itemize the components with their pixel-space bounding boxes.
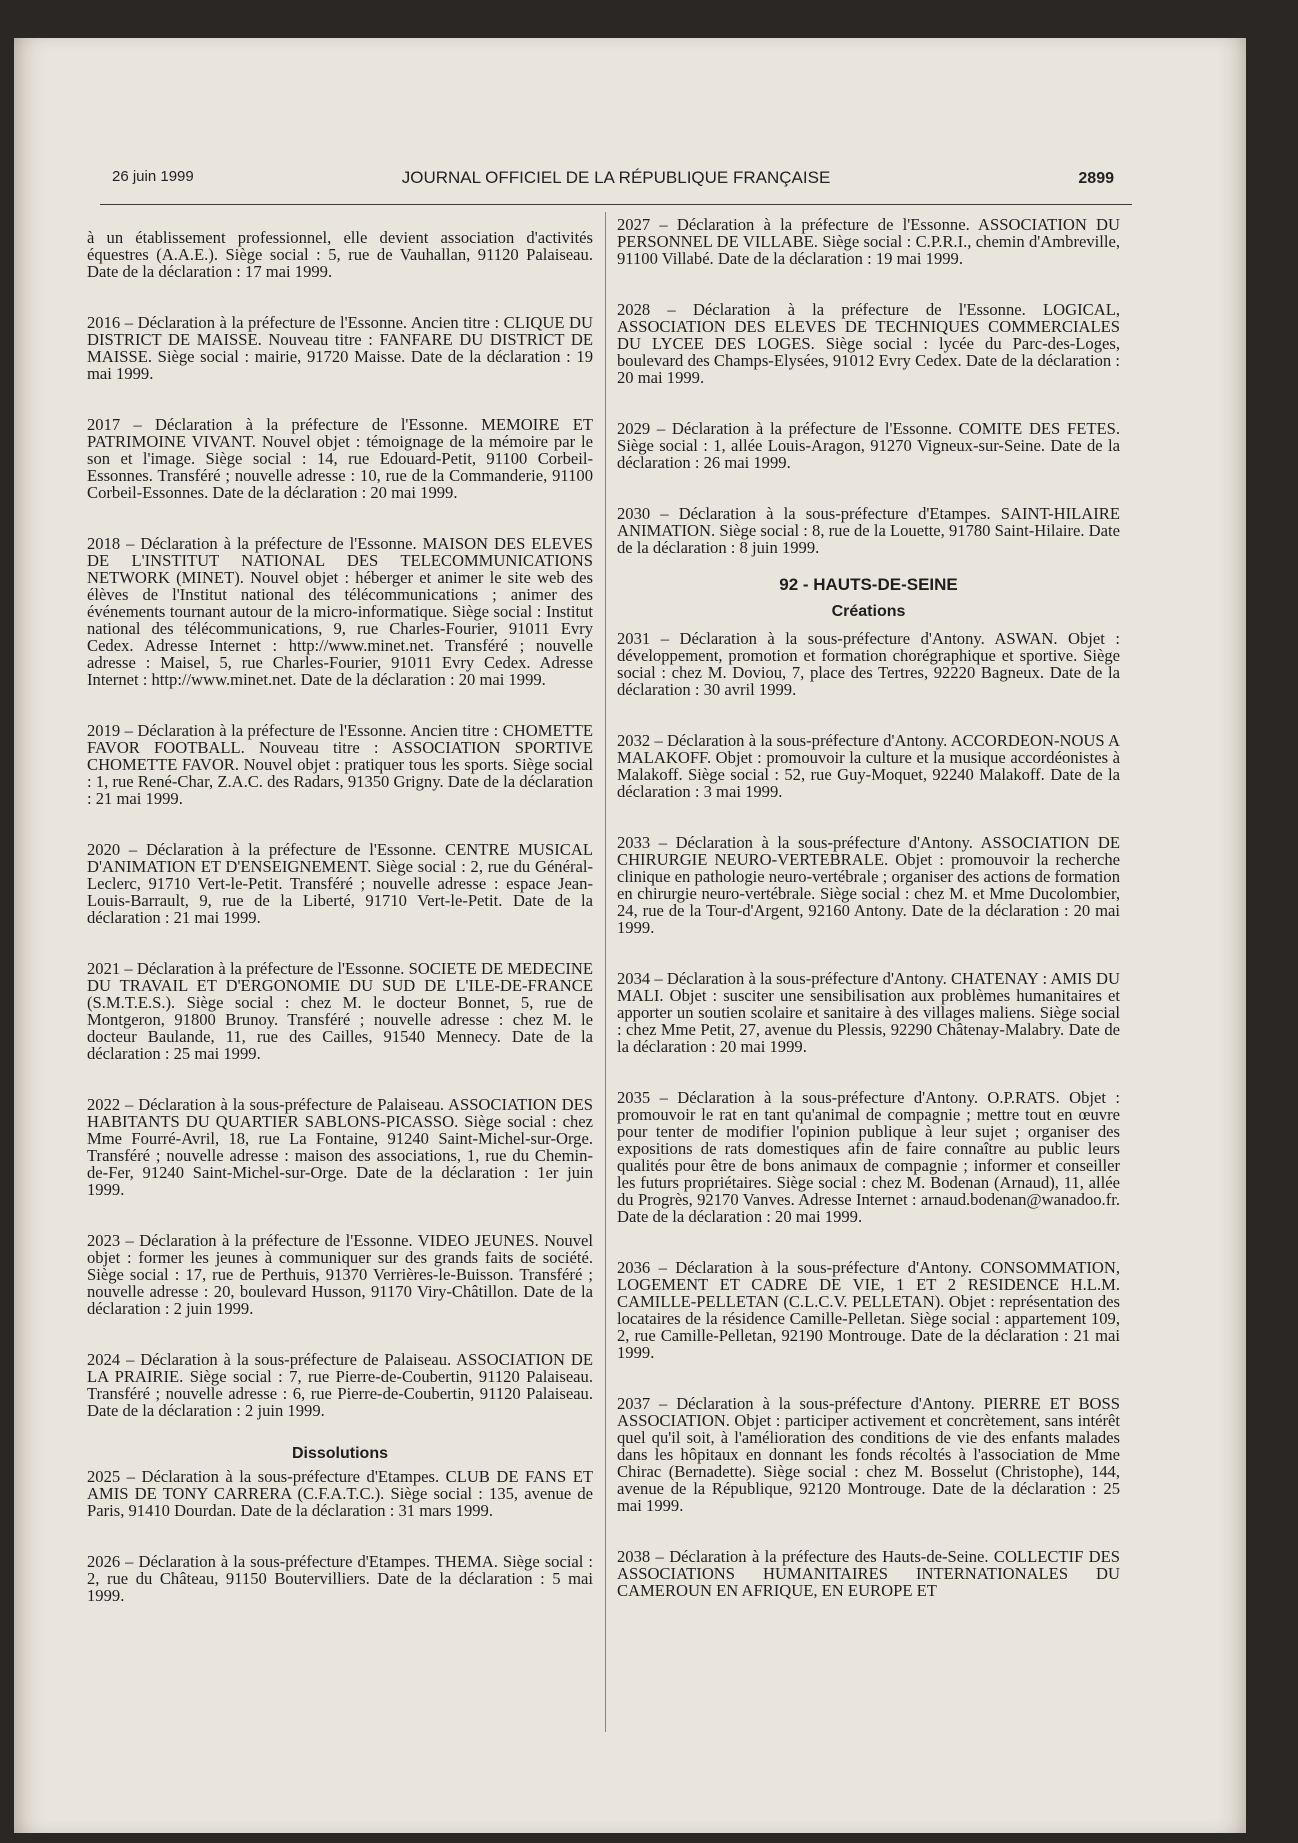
continued-entry: à un établissement professionnel, elle devient association d'activités équestres (A.A.E.). Siège social : 5, rue de Vauhallan, 91120 Palaiseau. Date de la déclaration : 17 mai 1999. (87, 227, 593, 281)
dissolutions-heading: Dissolutions (291, 1444, 388, 1462)
entry-2031: 2031 – Déclaration à la sous-préfecture d'Antony. ASWAN. Objet : développement, promotion et formation chorégraphique et sportive. Siège social : chez M. Doviou, 7, place des Tertres, 92220 Bagneux. Date de la déclaration : 30 avril 1999. (617, 629, 1120, 699)
entry-2030: 2030 – Déclaration à la sous-préfecture d'Etampes. SAINT-HILAIRE ANIMATION. Siège social : 8, rue de la Louette, 91780 Saint-Hilaire. Date de la déclaration : 8 juin 1999. (617, 504, 1120, 557)
entry-2018: 2018 – Déclaration à la préfecture de l'Essonne. MAISON DES ELEVES DE L'INSTITUT NATIONAL DES TELECOMMUNICATIONS NETWORK (MINET). Nouvel objet : héberger et animer le site web des élèves de l'Institut national des télécommunications ; animer des événements tournant autour de la micro-informatique. Siège social : Institut national des télécommunications, 9, rue Charles-Fourier, 91011 Evry Cedex. Adresse Internet : http://www.minet.net. Transféré ; nouvelle adresse : Maisel, 5, rue Charles-Fourier, 91011 Evry Cedex. Adresse Internet : http://www.minet.net. Date de la déclaration : 20 mai 1999. (87, 533, 593, 689)
entry-2017: 2017 – Déclaration à la préfecture de l'Essonne. MEMOIRE ET PATRIMOINE VIVANT. Nouvel objet : témoignage de la mémoire par le son et l'image. Siège social : 14, rue Edouard-Petit, 91100 Corbeil-Essonnes. Transféré ; nouvelle adresse : 10, rue de la Commanderie, 91100 Corbeil-Essonnes. Date de la déclaration : 20 mai 1999. (87, 414, 593, 502)
entry-2032: 2032 – Déclaration à la sous-préfecture d'Antony. ACCORDEON-NOUS A MALAKOFF. Objet : promouvoir la culture et la musique accordéonistes à Malakoff. Siège social : 52, rue Guy-Moquet, 92240 Malakoff. Date de la déclaration : 3 mai 1999. (617, 731, 1120, 801)
entry-2028: 2028 – Déclaration à la préfecture de l'Essonne. LOGICAL, ASSOCIATION DES ELEVES DE TECHNIQUES COMMERCIALES DU LYCEE DES LOGES. Siège social : lycée du Parc-des-Loges, boulevard des Champs-Elysées, 91012 Evry Cedex. Date de la déclaration : 20 mai 1999. (617, 300, 1120, 387)
entry-2022: 2022 – Déclaration à la sous-préfecture de Palaiseau. ASSOCIATION DES HABITANTS DU QUARTIER SABLONS-PICASSO. Siège social : chez Mme Fourré-Avril, 18, rue La Fontaine, 91240 Saint-Michel-sur-Orge. Transféré ; nouvelle adresse : maison des associations, 1, rue du Chemin-de-Fer, 91240 Saint-Michel-sur-Orge. Date de la déclaration : 1er juin 1999. (87, 1094, 593, 1199)
entry-2033: 2033 – Déclaration à la sous-préfecture d'Antony. ASSOCIATION DE CHIRURGIE NEURO-VERTEBRALE. Objet : promouvoir la recherche clinique en pathologie neuro-vertébrale ; organiser des actions de formation en chirurgie neuro-vertébrale. Siège social : chez M. et Mme Ducolombier, 24, rue de la Tour-d'Argent, 92160 Antony. Date de la déclaration : 20 mai 1999. (617, 833, 1120, 937)
entry-2027: 2027 – Déclaration à la préfecture de l'Essonne. ASSOCIATION DU PERSONNEL DE VILLABE. Siège social : C.P.R.I., chemin d'Ambreville, 91100 Villabé. Date de la déclaration : 19 mai 1999. (617, 215, 1120, 268)
entry-2025: 2025 – Déclaration à la sous-préfecture d'Etampes. CLUB DE FANS ET AMIS DE TONY CARRERA (C.F.A.T.C.). Siège social : 135, avenue de Paris, 91410 Dourdan. Date de la déclaration : 31 mars 1999. (87, 1466, 593, 1520)
left-column (87, 212, 593, 1638)
entry-2029: 2029 – Déclaration à la préfecture de l'Essonne. COMITE DES FETES. Siège social : 1, allée Louis-Aragon, 91270 Vigneux-sur-Seine. Date de la déclaration : 26 mai 1999. (617, 419, 1120, 472)
header-date: 26 juin 1999 (112, 168, 194, 185)
entry-2036: 2036 – Déclaration à la sous-préfecture d'Antony. CONSOMMATION, LOGEMENT ET CADRE DE VIE, 1 ET 2 RESIDENCE H.L.M. CAMILLE-PELLETAN (C.L.C.V. PELLETAN). Objet : représentation des locataires de la résidence Camille-Pelletan. Siège social : appartement 109, 2, rue Camille-Pelletan, 92190 Montrouge. Date de la déclaration : 21 mai 1999. (617, 1258, 1120, 1362)
creations-heading: Créations (831, 603, 906, 620)
entry-2026: 2026 – Déclaration à la sous-préfecture d'Etampes. THEMA. Siège social : 2, rue du Château, 91150 Boutervilliers. Date de la déclaration : 5 mai 1999. (87, 1551, 593, 1605)
entry-2035: 2035 – Déclaration à la sous-préfecture d'Antony. O.P.RATS. Objet : promouvoir le rat en tant qu'animal de compagnie ; mettre tout en œuvre pour tenter de modifier l'opinion publique à leur sujet ; organiser des expositions de rats domestiques afin de faire connaître au public leurs qualités pour être de bons animaux de compagnie ; informer et conseiller les futurs propriétaires. Siège social : chez M. Bodenan (Arnaud), 11, allée du Progrès, 92170 Vanves. Adresse Internet : arnaud.bodenan@wanadoo.fr. Date de la déclaration : 20 mai 1999. (617, 1088, 1120, 1226)
column-divider (605, 212, 606, 1732)
section-heading: 92 - HAUTS-DE-SEINE (779, 575, 958, 594)
header-title: JOURNAL OFFICIEL DE LA RÉPUBLIQUE FRANÇAISE (401, 168, 831, 187)
right-column (617, 216, 1120, 1633)
entry-2034: 2034 – Déclaration à la sous-préfecture d'Antony. CHATENAY : AMIS DU MALI. Objet : susciter une sensibilisation aux problèmes humanitaires et apporter un soutien scolaire et sanitaire à des villages maliens. Siège social : chez Mme Petit, 27, avenue du Plessis, 92290 Châtenay-Malabry. Date de la déclaration : 20 mai 1999. (617, 969, 1120, 1056)
entry-2020: 2020 – Déclaration à la préfecture de l'Essonne. CENTRE MUSICAL D'ANIMATION ET D'ENSEIGNEMENT. Siège social : 2, rue du Général-Leclerc, 91710 Vert-le-Petit. Transféré ; nouvelle adresse : espace Jean-Louis-Barrault, 9, rue de la Liberté, 91710 Vert-le-Petit. Date de la déclaration : 21 mai 1999. (87, 839, 593, 927)
page-number: 2899 (1078, 170, 1114, 187)
entry-2038: 2038 – Déclaration à la préfecture des Hauts-de-Seine. COLLECTIF DES ASSOCIATIONS HUMANITAIRES INTERNATIONALES DU CAMEROUN EN AFRIQUE, EN EUROPE ET (617, 1547, 1120, 1600)
entry-2024: 2024 – Déclaration à la sous-préfecture de Palaiseau. ASSOCIATION DE LA PRAIRIE. Siège social : 7, rue Pierre-de-Coubertin, 91120 Palaiseau. Transféré ; nouvelle adresse : 6, rue Pierre-de-Coubertin, 91120 Palaiseau. Date de la déclaration : 2 juin 1999. (87, 1349, 593, 1420)
page-header (100, 130, 1132, 205)
entry-2037: 2037 – Déclaration à la sous-préfecture d'Antony. PIERRE ET BOSS ASSOCIATION. Objet : participer activement et concrètement, sans intérêt quel qu'il soit, à l'amélioration des conditions de vie des enfants malades dans les hôpitaux en donnant les fonds récoltés à l'association de Mme Chirac (Bernadette). Siège social : chez M. Bosselut (Christophe), 144, avenue de la République, 92120 Montrouge. Date de la déclaration : 25 mai 1999. (617, 1394, 1120, 1515)
entry-2019: 2019 – Déclaration à la préfecture de l'Essonne. Ancien titre : CHOMETTE FAVOR FOOTBALL. Nouveau titre : ASSOCIATION SPORTIVE CHOMETTE FAVOR. Nouvel objet : pratiquer tous les sports. Siège social : 1, rue René-Char, Z.A.C. des Radars, 91350 Grigny. Date de la déclaration : 21 mai 1999. (87, 720, 593, 808)
entry-2023: 2023 – Déclaration à la préfecture de l'Essonne. VIDEO JEUNES. Nouvel objet : former les jeunes à communiquer sur des grands faits de société. Siège social : 17, rue de Perthuis, 91370 Verrières-le-Buisson. Transféré ; nouvelle adresse : 20, boulevard Husson, 91170 Viry-Châtillon. Date de la déclaration : 2 juin 1999. (87, 1230, 593, 1318)
entry-2021: 2021 – Déclaration à la préfecture de l'Essonne. SOCIETE DE MEDECINE DU TRAVAIL ET D'ERGONOMIE DU SUD DE L'ILE-DE-FRANCE (S.M.T.E.S.). Siège social : chez M. le docteur Bonnet, 5, rue de Montgeron, 91800 Brunoy. Transféré ; nouvelle adresse : chez M. le docteur Baulande, 11, rue des Cailles, 91540 Mennecy. Date de la déclaration : 25 mai 1999. (87, 958, 593, 1063)
entry-2016: 2016 – Déclaration à la préfecture de l'Essonne. Ancien titre : CLIQUE DU DISTRICT DE MAISSE. Nouveau titre : FANFARE DU DISTRICT DE MAISSE. Siège social : mairie, 91720 Maisse. Date de la déclaration : 19 mai 1999. (87, 312, 593, 383)
